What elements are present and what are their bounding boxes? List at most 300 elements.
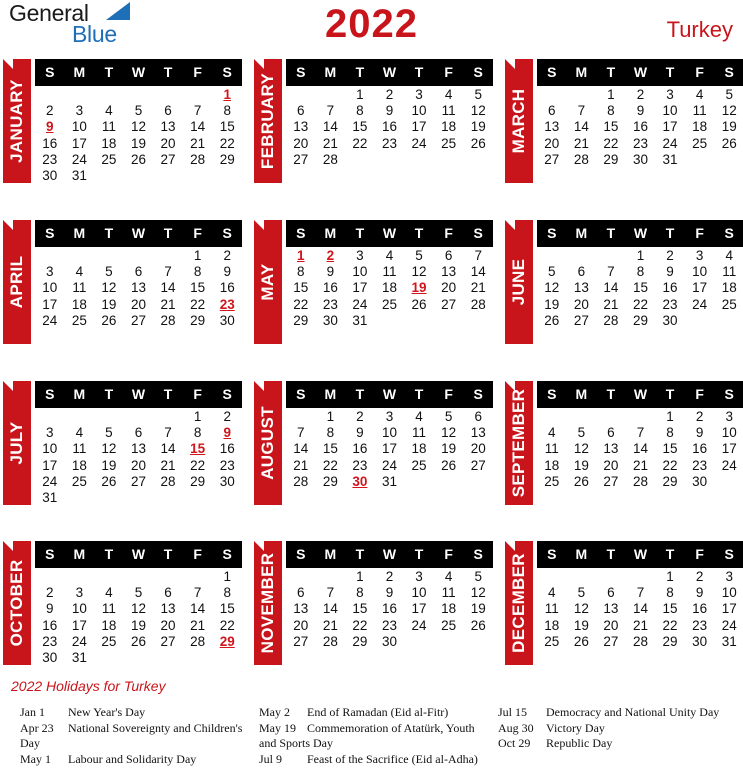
day-cell: 16 [42, 135, 58, 151]
logo-text-general: General [9, 0, 89, 26]
weekday-label: S [473, 546, 483, 562]
holiday-entry [259, 752, 478, 768]
holiday-date: Jan 1 [20, 705, 45, 719]
day-cell: 23 [662, 296, 678, 312]
day-cell: 8 [666, 585, 674, 601]
holiday-date: Jul 9 [259, 751, 283, 766]
weekday-label: S [296, 386, 306, 402]
day-cell: 15 [352, 601, 368, 617]
day-cell: 16 [692, 601, 708, 617]
day-cell: 9 [385, 585, 394, 601]
day-cell: 26 [470, 617, 486, 633]
month-may [254, 220, 494, 372]
day-cell: 7 [607, 264, 615, 280]
day-cell: 4 [105, 585, 113, 601]
weekday-label: W [633, 225, 648, 241]
day-cell: 5 [577, 425, 586, 441]
day-cell: 13 [293, 601, 309, 617]
day-cell: 9 [356, 425, 364, 441]
weekday-label: S [296, 64, 306, 80]
day-cell: 7 [636, 585, 645, 601]
weekday-label: T [414, 386, 424, 402]
weekday-label: S [473, 386, 483, 402]
day-cell: 2 [695, 569, 704, 584]
month-september [505, 381, 743, 533]
day-cell: 14 [293, 441, 309, 457]
empty-day-cell [153, 409, 183, 425]
holiday-name-continuation: and Sports Day [259, 736, 333, 750]
weekday-label: M [324, 546, 337, 562]
day-cell: 7 [193, 103, 202, 119]
day-cell: 16 [219, 441, 235, 457]
day-cell: 27 [160, 633, 176, 649]
day-grid [35, 248, 242, 329]
day-cell: 4 [444, 569, 453, 584]
day-cell: 10 [71, 601, 87, 617]
day-cell: 6 [548, 103, 556, 119]
day-cell: 16 [381, 601, 397, 617]
month-name: APRIL [7, 255, 26, 309]
day-grid [537, 409, 743, 490]
day-cell: 5 [474, 569, 482, 584]
day-cell: 4 [444, 87, 453, 102]
day-cell: 13 [160, 119, 176, 135]
day-cell: 28 [632, 633, 648, 649]
day-cell: 31 [381, 473, 397, 489]
day-cell: 30 [381, 633, 397, 649]
day-cell: 3 [46, 425, 54, 441]
day-cell: 18 [441, 119, 457, 135]
day-cell: 20 [441, 280, 457, 296]
day-cell: 12 [573, 441, 589, 457]
day-cell: 13 [130, 280, 146, 296]
day-cell: 11 [382, 264, 397, 280]
day-cell: 8 [636, 264, 645, 280]
day-cell: 15 [219, 601, 235, 617]
day-cell: 24 [721, 457, 737, 473]
day-cell: 20 [130, 457, 146, 473]
day-cell: 22 [662, 457, 678, 473]
day-cell: 25 [692, 135, 708, 151]
day-cell: 22 [190, 296, 206, 312]
day-cell: 7 [164, 264, 172, 280]
day-cell: 18 [441, 601, 457, 617]
day-cell: 23 [632, 135, 648, 151]
day-cell: 2 [46, 585, 54, 601]
holiday-day-cell: 1 [297, 248, 305, 263]
day-cell: 16 [381, 119, 397, 135]
day-cell: 4 [695, 87, 704, 102]
holiday-entry [259, 705, 478, 721]
day-cell: 31 [352, 312, 368, 328]
day-cell: 20 [293, 617, 309, 633]
day-cell: 9 [223, 264, 231, 280]
day-cell: 17 [71, 617, 87, 633]
holiday-entry [498, 736, 719, 752]
weekday-label: S [473, 225, 483, 241]
weekday-header [35, 220, 242, 247]
empty-day-cell [124, 409, 154, 425]
month-label-bar [3, 381, 31, 505]
day-cell: 26 [573, 633, 589, 649]
day-cell: 9 [326, 264, 335, 280]
day-cell: 17 [381, 441, 397, 457]
month-june [505, 220, 743, 372]
empty-day-cell [567, 409, 597, 425]
weekday-label: M [575, 64, 588, 80]
day-cell: 23 [219, 457, 235, 473]
holiday-day-cell: 15 [190, 441, 206, 457]
day-cell: 13 [160, 601, 176, 617]
day-cell: 6 [607, 425, 615, 441]
day-cell: 3 [356, 248, 364, 263]
weekday-label: M [575, 225, 588, 241]
day-cell: 29 [352, 633, 368, 649]
day-cell: 29 [190, 473, 206, 489]
day-cell: 26 [544, 312, 560, 328]
day-cell: 24 [381, 457, 397, 473]
day-cell: 1 [326, 409, 335, 424]
day-cell: 23 [42, 151, 58, 167]
month-name: FEBRUARY [258, 72, 277, 170]
day-cell: 17 [71, 135, 87, 151]
weekday-label: S [296, 546, 306, 562]
holiday-date: May 1 [20, 751, 51, 766]
day-cell: 12 [101, 441, 117, 457]
month-label-bar [3, 541, 31, 665]
empty-day-cell [94, 409, 124, 425]
weekday-label: S [547, 225, 557, 241]
day-cell: 20 [160, 135, 176, 151]
day-cell: 21 [322, 617, 338, 633]
month-name: MAY [258, 263, 277, 301]
day-cell: 11 [101, 601, 116, 617]
day-cell: 2 [356, 409, 364, 424]
holiday-entry [20, 705, 242, 721]
holiday-entry [498, 721, 719, 737]
weekday-header [35, 381, 242, 408]
day-cell: 29 [662, 633, 678, 649]
day-cell: 11 [544, 601, 559, 617]
day-cell: 9 [636, 103, 645, 119]
weekday-label: W [131, 64, 146, 80]
day-cell: 8 [193, 425, 202, 441]
day-cell: 15 [322, 441, 338, 457]
holiday-name: Republic Day [546, 736, 613, 750]
day-cell: 26 [411, 296, 427, 312]
day-cell: 13 [470, 425, 486, 441]
weekday-header [286, 220, 493, 247]
holiday-date: May 2 [259, 705, 290, 719]
month-label-bar [505, 381, 533, 505]
day-cell: 27 [293, 151, 309, 167]
weekday-label: T [606, 386, 616, 402]
day-cell: 11 [412, 425, 427, 441]
day-cell: 16 [322, 280, 338, 296]
day-cell: 7 [326, 103, 335, 119]
day-cell: 30 [42, 649, 58, 665]
weekday-label: T [104, 64, 114, 80]
day-cell: 18 [71, 457, 87, 473]
day-cell: 10 [411, 103, 427, 119]
holiday-date: Oct 29 [498, 736, 531, 750]
weekday-label: T [355, 546, 365, 562]
day-cell: 12 [470, 585, 486, 601]
day-cell: 25 [71, 473, 87, 489]
day-cell: 1 [636, 248, 645, 263]
weekday-label: F [695, 386, 704, 402]
empty-day-cell [94, 569, 124, 585]
day-cell: 14 [632, 441, 648, 457]
day-cell: 18 [381, 280, 397, 296]
day-cell: 15 [190, 280, 206, 296]
weekday-label: W [633, 386, 648, 402]
empty-day-cell [35, 248, 65, 264]
day-cell: 14 [632, 601, 648, 617]
month-name: SEPTEMBER [509, 388, 528, 498]
day-cell: 10 [42, 280, 58, 296]
day-cell: 28 [322, 151, 338, 167]
day-cell: 2 [223, 409, 231, 424]
day-grid [35, 87, 242, 184]
empty-day-cell [626, 569, 656, 585]
day-cell: 18 [411, 441, 427, 457]
day-cell: 8 [607, 103, 615, 119]
day-cell: 11 [72, 441, 87, 457]
weekday-label: S [222, 225, 232, 241]
day-cell: 12 [130, 119, 146, 135]
day-cell: 16 [42, 617, 58, 633]
day-cell: 5 [474, 87, 482, 102]
day-cell: 25 [101, 633, 117, 649]
holiday-day-cell: 9 [46, 119, 54, 135]
weekday-label: M [324, 64, 337, 80]
day-cell: 8 [193, 264, 202, 280]
day-cell: 5 [548, 264, 556, 280]
day-cell: 12 [130, 601, 146, 617]
day-cell: 21 [190, 135, 206, 151]
day-cell: 21 [190, 617, 206, 633]
day-cell: 1 [666, 569, 674, 584]
day-cell: 24 [721, 617, 737, 633]
day-cell: 11 [544, 441, 559, 457]
day-cell: 26 [721, 135, 737, 151]
day-cell: 30 [692, 633, 708, 649]
day-cell: 23 [42, 633, 58, 649]
day-cell: 15 [603, 119, 619, 135]
day-cell: 25 [411, 457, 427, 473]
day-cell: 24 [71, 633, 87, 649]
weekday-label: W [382, 64, 397, 80]
day-cell: 19 [721, 119, 737, 135]
day-cell: 19 [470, 119, 486, 135]
weekday-label: T [665, 225, 675, 241]
empty-day-cell [124, 87, 154, 103]
day-cell: 11 [441, 585, 456, 601]
weekday-label: F [444, 225, 453, 241]
holiday-name: End of Ramadan (Eid al-Fitr) [307, 705, 449, 719]
day-cell: 3 [75, 103, 84, 119]
month-october [3, 541, 243, 693]
empty-day-cell [65, 248, 95, 264]
day-cell: 2 [46, 103, 54, 119]
empty-day-cell [94, 87, 124, 103]
day-cell: 25 [544, 473, 560, 489]
day-cell: 8 [326, 425, 335, 441]
day-cell: 19 [101, 457, 117, 473]
day-cell: 3 [725, 409, 733, 424]
holiday-date: Aug 30 [498, 720, 534, 735]
day-cell: 23 [322, 296, 338, 312]
day-cell: 1 [666, 409, 674, 424]
month-label-bar [505, 541, 533, 665]
day-cell: 28 [573, 151, 589, 167]
day-cell: 14 [190, 601, 206, 617]
day-grid [537, 87, 743, 168]
holiday-entry [20, 752, 242, 768]
day-cell: 20 [544, 135, 560, 151]
day-cell: 2 [385, 87, 394, 102]
day-cell: 28 [160, 473, 176, 489]
day-cell: 12 [721, 103, 737, 119]
day-cell: 30 [219, 473, 235, 489]
month-name: MARCH [509, 88, 528, 154]
day-cell: 14 [160, 441, 176, 457]
empty-day-cell [286, 409, 316, 425]
day-cell: 25 [101, 151, 117, 167]
day-cell: 12 [441, 425, 457, 441]
day-cell: 20 [603, 617, 619, 633]
empty-day-cell [94, 248, 124, 264]
weekday-label: M [324, 386, 337, 402]
day-cell: 25 [71, 312, 87, 328]
day-cell: 8 [666, 425, 674, 441]
day-cell: 22 [219, 617, 235, 633]
day-cell: 17 [721, 601, 737, 617]
day-cell: 7 [326, 585, 335, 601]
day-cell: 22 [190, 457, 206, 473]
holiday-day-cell: 2 [326, 248, 335, 263]
holiday-name: Democracy and National Unity Day [546, 705, 720, 719]
day-cell: 29 [190, 312, 206, 328]
day-cell: 4 [415, 409, 423, 424]
month-label-bar [3, 59, 31, 183]
weekday-label: F [695, 546, 704, 562]
day-cell: 13 [603, 441, 619, 457]
empty-day-cell [286, 87, 316, 103]
day-cell: 10 [721, 585, 737, 601]
holiday-name: Feast of the Sacrifice (Eid al-Adha) [307, 751, 478, 766]
month-name: DECEMBER [509, 553, 528, 653]
day-cell: 28 [603, 312, 619, 328]
day-cell: 20 [293, 135, 309, 151]
day-cell: 3 [695, 248, 704, 263]
weekday-label: S [547, 546, 557, 562]
weekday-label: S [296, 225, 306, 241]
day-cell: 17 [42, 457, 58, 473]
day-cell: 25 [381, 296, 397, 312]
empty-day-cell [316, 569, 346, 585]
day-cell: 14 [190, 119, 206, 135]
day-cell: 15 [632, 280, 648, 296]
day-cell: 27 [441, 296, 457, 312]
month-march [505, 59, 743, 211]
month-label-bar [505, 59, 533, 183]
day-cell: 2 [636, 87, 645, 102]
month-november [254, 541, 494, 693]
day-cell: 1 [356, 87, 364, 102]
empty-day-cell [567, 248, 597, 264]
day-cell: 17 [721, 441, 737, 457]
weekday-label: S [724, 386, 734, 402]
empty-day-cell [153, 569, 183, 585]
day-cell: 10 [411, 585, 427, 601]
day-cell: 22 [219, 135, 235, 151]
day-cell: 24 [42, 312, 58, 328]
day-cell: 22 [352, 617, 368, 633]
day-cell: 27 [160, 151, 176, 167]
weekday-label: T [163, 546, 173, 562]
empty-day-cell [537, 248, 567, 264]
empty-day-cell [567, 569, 597, 585]
day-cell: 5 [577, 585, 586, 601]
weekday-header [35, 59, 242, 86]
holiday-name: Labour and Solidarity Day [68, 751, 197, 766]
weekday-label: M [575, 386, 588, 402]
empty-day-cell [537, 569, 567, 585]
empty-day-cell [65, 569, 95, 585]
month-label-bar [254, 381, 282, 505]
empty-day-cell [183, 87, 213, 103]
empty-day-cell [124, 248, 154, 264]
day-cell: 16 [692, 441, 708, 457]
day-cell: 5 [415, 248, 423, 263]
day-cell: 20 [470, 441, 486, 457]
holiday-date: Jul 15 [498, 705, 528, 719]
day-cell: 24 [662, 135, 678, 151]
day-grid [35, 409, 242, 506]
day-cell: 18 [101, 617, 117, 633]
weekday-label: M [73, 386, 86, 402]
weekday-label: F [444, 386, 453, 402]
day-grid [286, 87, 493, 168]
day-cell: 30 [692, 473, 708, 489]
weekday-label: T [606, 225, 616, 241]
day-cell: 8 [356, 103, 364, 119]
day-cell: 6 [164, 103, 172, 119]
day-cell: 21 [322, 135, 338, 151]
day-cell: 16 [662, 280, 678, 296]
day-cell: 9 [695, 585, 704, 601]
empty-day-cell [286, 569, 316, 585]
day-cell: 4 [385, 248, 394, 263]
day-cell: 28 [293, 473, 309, 489]
day-cell: 23 [692, 617, 708, 633]
weekday-label: S [222, 64, 232, 80]
country-name: Turkey [666, 17, 733, 42]
holiday-day-cell: 1 [223, 87, 231, 102]
empty-day-cell [626, 409, 656, 425]
empty-day-cell [35, 409, 65, 425]
holiday-date: Apr 23 [20, 720, 54, 735]
weekday-header [35, 541, 242, 568]
empty-day-cell [537, 87, 567, 103]
day-cell: 6 [607, 585, 615, 601]
weekday-header [537, 59, 743, 86]
day-cell: 4 [548, 585, 556, 601]
day-cell: 27 [470, 457, 486, 473]
day-cell: 24 [352, 296, 368, 312]
